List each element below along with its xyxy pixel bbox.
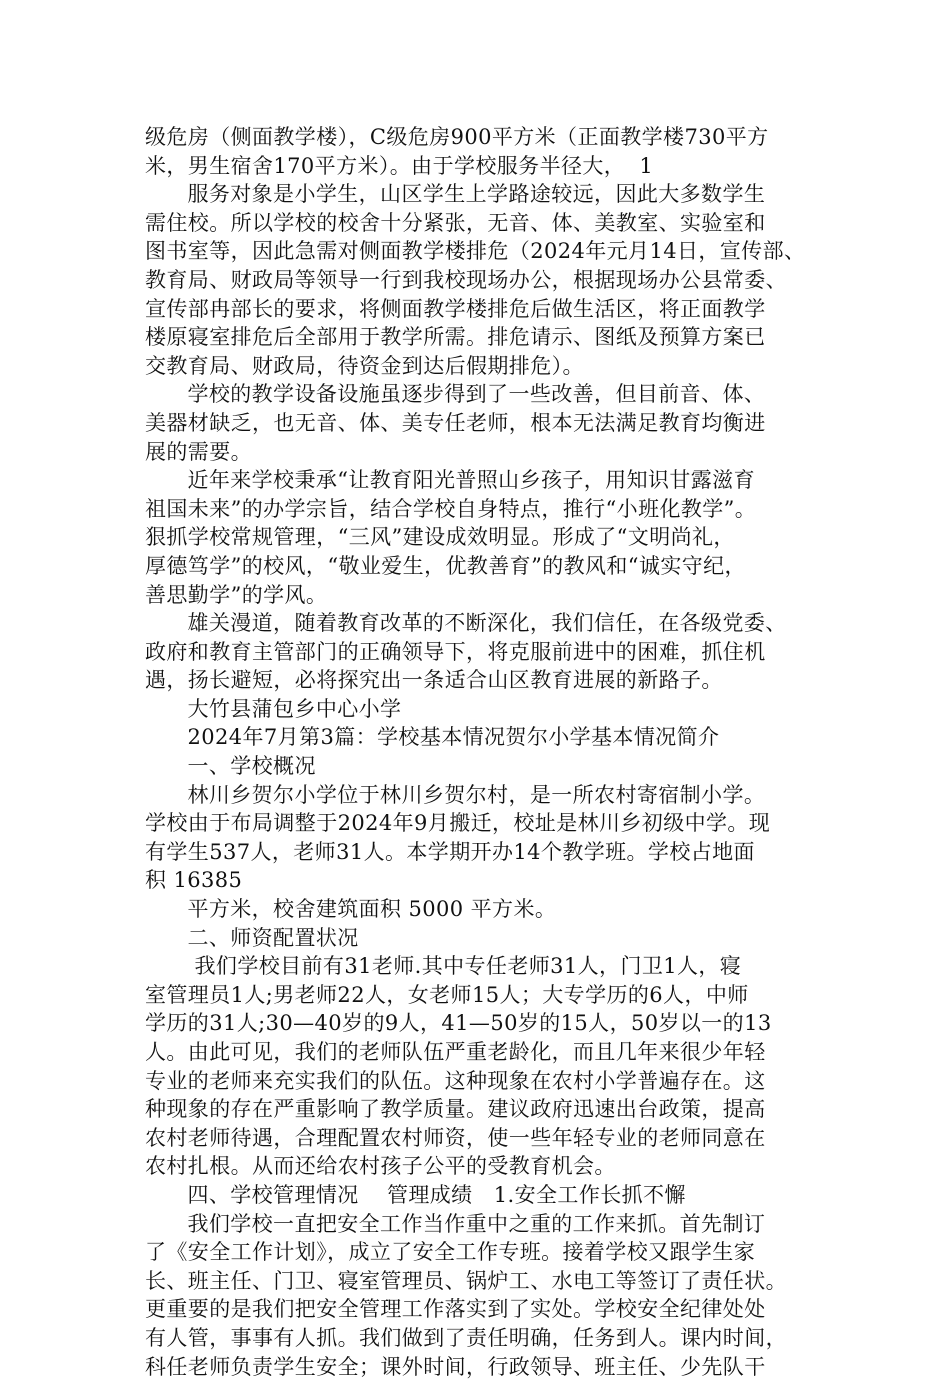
text-line: 厚德笃学”的校风，“敬业爱生，优教善育”的教风和“诚实守纪， xyxy=(145,553,746,578)
text-line: 长、班主任、门卫、寝室管理员、锅炉工、水电工等签订了责任状。 xyxy=(145,1268,787,1293)
text-line: 交教育局、财政局，待资金到达后假期排危）。 xyxy=(145,353,584,378)
text-line: 科任老师负责学生安全；课外时间，行政领导、班主任、少先队干 xyxy=(145,1354,766,1379)
text-line: 宣传部冉部长的要求，将侧面教学楼排危后做生活区，将正面教学 xyxy=(145,296,766,321)
text-line: 图书室等，因此急需对侧面教学楼排危（2024年元月14日，宣传部、 xyxy=(145,239,806,264)
text-line: 种现象的存在严重影响了教学质量。建议政府迅速出台政策，提高 xyxy=(145,1097,766,1122)
text-line: 学历的31人;30—40岁的9人，41—50岁的15人，50岁以一的13 xyxy=(145,1011,772,1036)
text-line: 人。由此可见，我们的老师队伍严重老龄化，而且几年来很少年轻 xyxy=(145,1040,766,1064)
text-line: 学校由于布局调整于2024年9月搬迁，校址是林川乡初级中学。现 xyxy=(145,811,771,836)
text-line: 狠抓学校常规管理，“三风”建设成效明显。形成了“文明尚礼， xyxy=(145,525,735,550)
text-line: 美器材缺乏，也无音、体、美专任老师，根本无法满足教育均衡进 xyxy=(145,410,766,435)
text-line: 善思勤学”的学风。 xyxy=(145,582,328,607)
text-line: 遇，扬长避短，必将探究出一条适合山区教育进展的新路子。 xyxy=(145,668,723,693)
text-line: 专业的老师来充实我们的队伍。这种现象在农村小学普遍存在。这 xyxy=(145,1068,766,1093)
text-line: 一、学校概况 xyxy=(145,754,316,779)
text-line: 农村老师待遇，合理配置农村师资，使一些年轻专业的老师同意在 xyxy=(145,1125,766,1150)
text-line: 展的需要。 xyxy=(145,439,252,464)
text-line: 农村扎根。从而还给农村孩子公平的受教育机会。 xyxy=(145,1154,616,1179)
text-line: 近年来学校秉承“让教育阳光普照山乡孩子，用知识甘露滋育 xyxy=(145,468,755,493)
text-line: 政府和教育主管部门的正确领导下，将克服前进中的困难，抓住机 xyxy=(145,639,766,664)
text-line: 2024年7月第3篇：学校基本情况贺尔小学基本情况简介 xyxy=(145,725,720,750)
text-line: 教育局、财政局等领导一行到我校现场办公，根据现场办公县常委、 xyxy=(145,267,787,292)
text-line: 林川乡贺尔小学位于林川乡贺尔村，是一所农村寄宿制小学。 xyxy=(145,782,766,807)
document-body xyxy=(145,123,817,1381)
text-line: 积 16385 xyxy=(145,868,243,893)
text-line: 米，男生宿舍170平方米）。由于学校服务半径大， 1 xyxy=(145,153,654,178)
text-line: 有学生537人，老师31人。本学期开办14个教学班。学校占地面 xyxy=(145,839,755,864)
text-line: 了《安全工作计划》，成立了安全工作专班。接着学校又跟学生家 xyxy=(145,1240,756,1265)
text-line: 二、师资配置状况 xyxy=(145,925,359,950)
text-line: 级危房（侧面教学楼），C级危房900平方米（正面教学楼730平方 xyxy=(145,125,769,149)
text-line: 祖国未来”的办学宗旨，结合学校自身特点，推行“小班化教学”。 xyxy=(145,496,757,521)
text-line: 学校的教学设备设施虽逐步得到了一些改善，但目前音、体、 xyxy=(145,382,766,407)
text-line: 更重要的是我们把安全管理工作落实到了实处。学校安全纪律处处 xyxy=(145,1297,766,1322)
text-line: 平方米，校舍建筑面积 5000 平方米。 xyxy=(145,897,557,922)
text-line: 有人管，事事有人抓。我们做到了责任明确，任务到人。课内时间， xyxy=(145,1325,787,1350)
text-line: 楼原寝室排危后全部用于教学所需。排危请示、图纸及预算方案已 xyxy=(145,325,766,350)
text-line: 室管理员1人;男老师22人，女老师15人；大专学历的6人，中师 xyxy=(145,982,749,1007)
text-line: 大竹县蒲包乡中心小学 xyxy=(145,696,402,721)
text-line: 需住校。所以学校的校舍十分紧张，无音、体、美教室、实验室和 xyxy=(145,210,766,235)
text-line: 我们学校目前有31老师.其中专任老师31人，门卫1人，寝 xyxy=(145,954,742,979)
text-line: 我们学校一直把安全工作当作重中之重的工作来抓。首先制订 xyxy=(145,1211,766,1236)
text-line: 四、学校管理情况 管理成绩 1.安全工作长抓不懈 xyxy=(145,1182,686,1207)
text-line: 雄关漫道，随着教育改革的不断深化，我们信任，在各级党委、 xyxy=(145,611,787,636)
text-line: 服务对象是小学生，山区学生上学路途较远，因此大多数学生 xyxy=(145,182,766,207)
